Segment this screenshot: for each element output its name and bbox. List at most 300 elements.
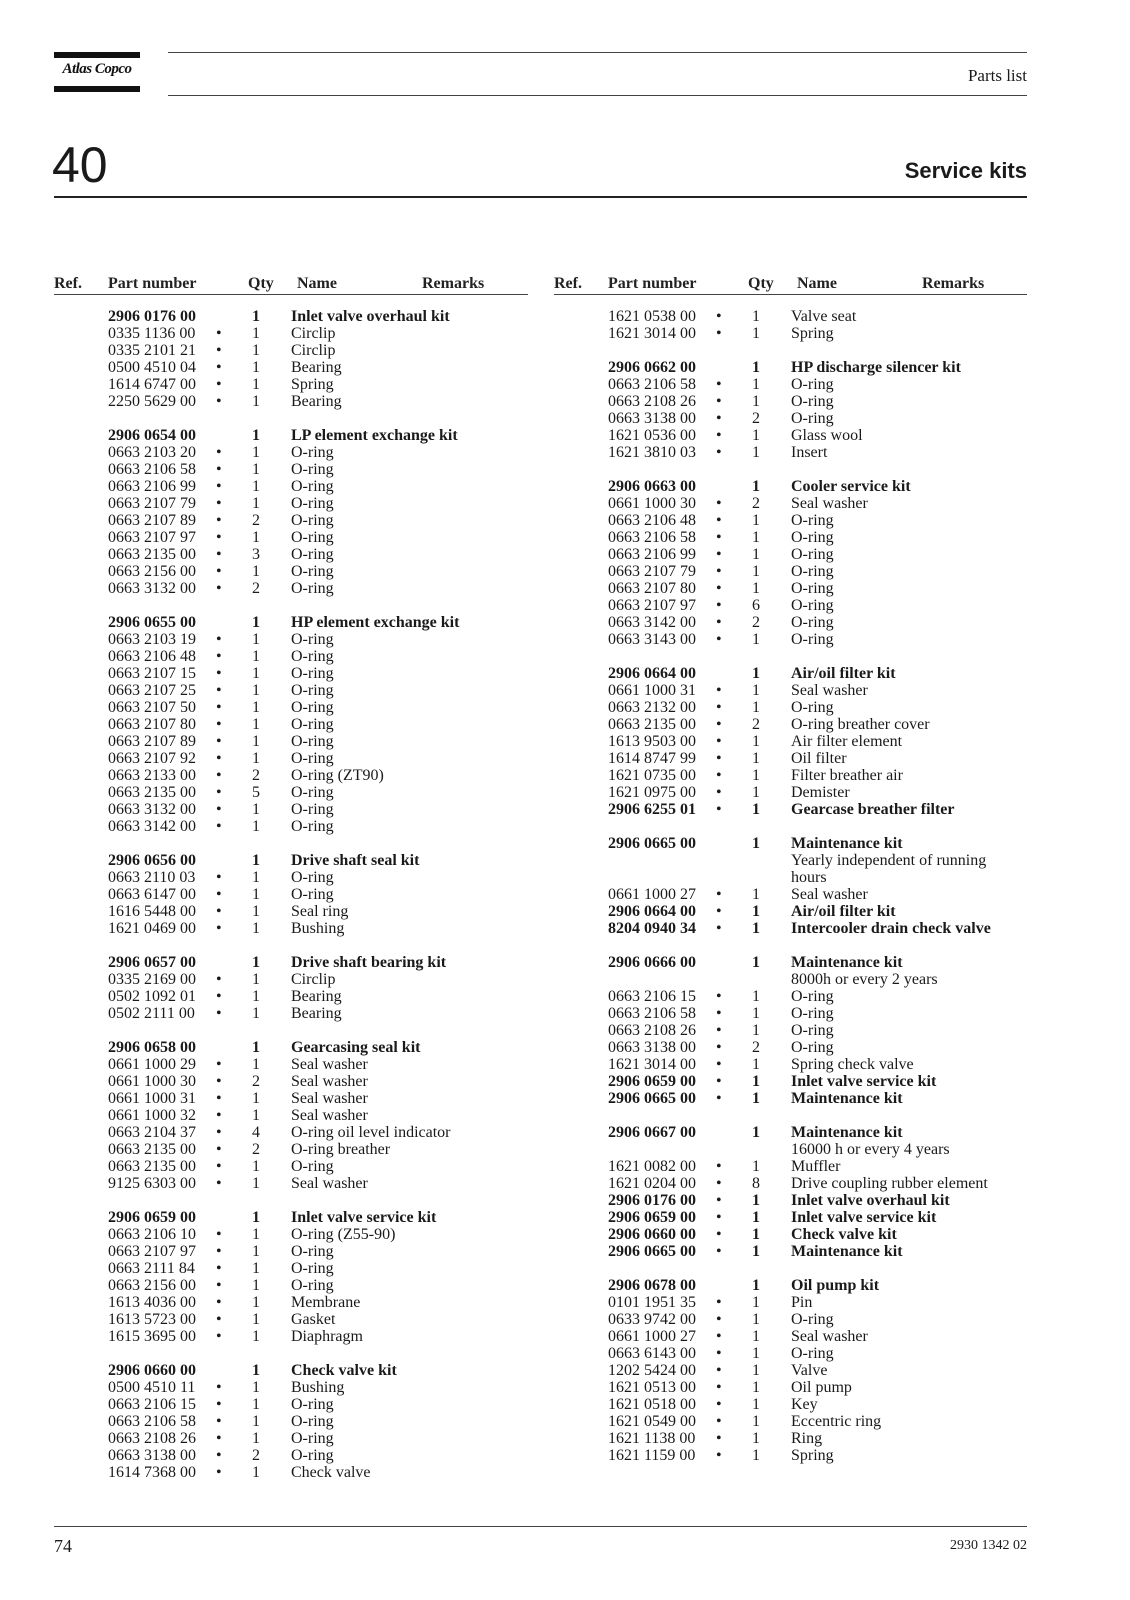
bullet-icon: • bbox=[216, 1294, 222, 1311]
kit-qty: 1 bbox=[252, 1039, 260, 1056]
part-number: 1621 0513 00 bbox=[608, 1379, 696, 1396]
bullet-icon: • bbox=[216, 818, 222, 835]
part-name: Bearing bbox=[291, 988, 342, 1005]
part-row bbox=[554, 1413, 1028, 1430]
kit-qty: 1 bbox=[752, 665, 760, 682]
col-remarks: Remarks bbox=[922, 275, 985, 292]
part-name: O-ring bbox=[291, 1158, 334, 1175]
bullet-icon: • bbox=[216, 733, 222, 750]
part-name: O-ring bbox=[791, 376, 834, 393]
part-name: Air filter element bbox=[791, 733, 903, 750]
part-name: Seal washer bbox=[791, 682, 868, 699]
bullet-icon: • bbox=[216, 342, 222, 359]
part-qty: 1 bbox=[252, 665, 260, 682]
part-number: 0663 2110 03 bbox=[108, 869, 196, 886]
kit-name: Maintenance kit bbox=[791, 954, 903, 971]
part-number: 0663 2156 00 bbox=[108, 1277, 196, 1294]
part-number: 1621 0549 00 bbox=[608, 1413, 696, 1430]
bullet-icon: • bbox=[216, 1260, 222, 1277]
bullet-icon: • bbox=[716, 631, 722, 648]
part-qty: 1 bbox=[252, 1005, 260, 1022]
part-row bbox=[54, 546, 528, 563]
part-name: Intercooler drain check valve bbox=[791, 920, 991, 937]
part-name: O-ring bbox=[791, 1039, 834, 1056]
bullet-icon: • bbox=[716, 699, 722, 716]
part-row bbox=[554, 784, 1028, 801]
bullet-icon: • bbox=[716, 1447, 722, 1464]
part-number: 1621 1138 00 bbox=[608, 1430, 696, 1447]
kit-header-row bbox=[54, 614, 528, 631]
part-row bbox=[54, 1464, 528, 1481]
part-qty: 1 bbox=[752, 1158, 760, 1175]
part-qty: 5 bbox=[252, 784, 260, 801]
part-name: Diaphragm bbox=[291, 1328, 363, 1345]
part-number: 0663 2107 97 bbox=[108, 529, 196, 546]
bullet-icon: • bbox=[216, 1328, 222, 1345]
kit-header-row bbox=[554, 954, 1028, 971]
part-row bbox=[554, 1039, 1028, 1056]
part-number: 0663 2107 79 bbox=[108, 495, 196, 512]
part-name: Circlip bbox=[291, 342, 336, 359]
part-qty: 1 bbox=[752, 784, 760, 801]
part-number: 0661 1000 30 bbox=[108, 1073, 196, 1090]
part-number: 2250 5629 00 bbox=[108, 393, 196, 410]
part-number: 2906 0665 00 bbox=[608, 1243, 696, 1260]
part-qty: 1 bbox=[752, 903, 760, 920]
part-name: O-ring bbox=[791, 1311, 834, 1328]
bullet-icon: • bbox=[216, 767, 222, 784]
part-row bbox=[554, 631, 1028, 648]
part-qty: 1 bbox=[252, 342, 260, 359]
part-qty: 1 bbox=[252, 886, 260, 903]
kit-group bbox=[554, 1277, 1028, 1464]
part-name: Pin bbox=[791, 1294, 813, 1311]
part-number: 0663 2133 00 bbox=[108, 767, 196, 784]
bullet-icon: • bbox=[216, 869, 222, 886]
kit-part-number: 2906 0655 00 bbox=[108, 614, 196, 631]
part-qty: 1 bbox=[752, 1430, 760, 1447]
bullet-icon: • bbox=[216, 359, 222, 376]
kit-note: 16000 h or every 4 years bbox=[791, 1141, 950, 1158]
bullet-icon: • bbox=[716, 1379, 722, 1396]
footer-rule bbox=[54, 1526, 1027, 1527]
bullet-icon: • bbox=[216, 784, 222, 801]
part-name: O-ring bbox=[791, 988, 834, 1005]
part-name: Spring bbox=[791, 325, 834, 342]
part-qty: 1 bbox=[752, 801, 760, 818]
part-name: Ring bbox=[791, 1430, 823, 1447]
part-qty: 1 bbox=[752, 682, 760, 699]
part-row bbox=[54, 733, 528, 750]
part-name: Valve seat bbox=[791, 308, 857, 325]
part-number: 0663 2106 58 bbox=[108, 1413, 196, 1430]
part-number: 1621 1159 00 bbox=[608, 1447, 696, 1464]
part-name: Bearing bbox=[291, 359, 342, 376]
part-qty: 2 bbox=[252, 580, 260, 597]
part-number: 0663 2111 84 bbox=[108, 1260, 195, 1277]
part-row bbox=[54, 716, 528, 733]
part-qty: 1 bbox=[752, 444, 760, 461]
part-row bbox=[554, 1192, 1028, 1209]
bullet-icon: • bbox=[216, 716, 222, 733]
part-row bbox=[54, 393, 528, 410]
part-number: 0663 2103 19 bbox=[108, 631, 196, 648]
part-number: 1621 3810 03 bbox=[608, 444, 696, 461]
kit-group bbox=[54, 614, 528, 835]
part-number: 0663 6147 00 bbox=[108, 886, 196, 903]
logo-text: Atlas Copco bbox=[62, 61, 132, 77]
part-row bbox=[54, 801, 528, 818]
part-number: 1621 0538 00 bbox=[608, 308, 696, 325]
part-qty: 1 bbox=[252, 1158, 260, 1175]
part-qty: 1 bbox=[752, 563, 760, 580]
part-qty: 1 bbox=[752, 1413, 760, 1430]
part-number: 0663 2107 79 bbox=[608, 563, 696, 580]
kit-header-row bbox=[54, 1039, 528, 1056]
part-number: 2906 0659 00 bbox=[608, 1073, 696, 1090]
part-number: 1621 0975 00 bbox=[608, 784, 696, 801]
column-header-right bbox=[554, 275, 1028, 295]
part-row bbox=[54, 1056, 528, 1073]
part-name: Seal washer bbox=[291, 1107, 368, 1124]
part-row bbox=[54, 444, 528, 461]
part-number: 0663 2106 15 bbox=[108, 1396, 196, 1413]
kit-part-number: 2906 0663 00 bbox=[608, 478, 696, 495]
bullet-icon: • bbox=[716, 1209, 722, 1226]
part-qty: 2 bbox=[752, 410, 760, 427]
bullet-icon: • bbox=[216, 563, 222, 580]
part-name: Seal washer bbox=[791, 495, 868, 512]
part-qty: 2 bbox=[752, 614, 760, 631]
part-row bbox=[54, 682, 528, 699]
part-qty: 2 bbox=[752, 1039, 760, 1056]
part-row bbox=[54, 1073, 528, 1090]
part-name: Muffler bbox=[791, 1158, 841, 1175]
part-name: O-ring bbox=[291, 1413, 334, 1430]
part-name: O-ring bbox=[791, 512, 834, 529]
part-row bbox=[54, 903, 528, 920]
part-name: O-ring bbox=[291, 529, 334, 546]
kit-part-number: 2906 0660 00 bbox=[108, 1362, 196, 1379]
part-number: 0663 2107 25 bbox=[108, 682, 196, 699]
part-row bbox=[554, 750, 1028, 767]
bullet-icon: • bbox=[716, 784, 722, 801]
col-name: Name bbox=[297, 275, 337, 292]
kit-name: LP element exchange kit bbox=[291, 427, 458, 444]
part-qty: 1 bbox=[752, 376, 760, 393]
part-row bbox=[554, 1379, 1028, 1396]
part-row bbox=[554, 1396, 1028, 1413]
part-row bbox=[554, 614, 1028, 631]
part-row bbox=[54, 478, 528, 495]
part-number: 0663 2106 48 bbox=[108, 648, 196, 665]
kit-qty: 1 bbox=[252, 614, 260, 631]
part-number: 0663 2106 58 bbox=[608, 1005, 696, 1022]
part-number: 1614 8747 99 bbox=[608, 750, 696, 767]
part-row bbox=[54, 461, 528, 478]
part-name: O-ring bbox=[291, 546, 334, 563]
part-qty: 1 bbox=[252, 325, 260, 342]
part-row bbox=[54, 665, 528, 682]
part-number: 0502 1092 01 bbox=[108, 988, 196, 1005]
part-row bbox=[54, 529, 528, 546]
bullet-icon: • bbox=[216, 886, 222, 903]
part-row bbox=[54, 920, 528, 937]
part-name: O-ring bbox=[291, 869, 334, 886]
part-name: Circlip bbox=[291, 971, 336, 988]
part-qty: 1 bbox=[752, 1056, 760, 1073]
part-name: Seal washer bbox=[291, 1175, 368, 1192]
part-number: 0663 2135 00 bbox=[108, 546, 196, 563]
bullet-icon: • bbox=[216, 1141, 222, 1158]
kit-name: HP element exchange kit bbox=[291, 614, 460, 631]
part-row bbox=[554, 325, 1028, 342]
part-qty: 1 bbox=[752, 1328, 760, 1345]
part-number: 0663 3132 00 bbox=[108, 801, 196, 818]
parts-column-right bbox=[554, 308, 1028, 1481]
bullet-icon: • bbox=[716, 716, 722, 733]
part-qty: 1 bbox=[252, 716, 260, 733]
part-row bbox=[54, 631, 528, 648]
part-row bbox=[54, 971, 528, 988]
kit-qty: 1 bbox=[252, 852, 260, 869]
part-qty: 1 bbox=[752, 1396, 760, 1413]
part-name: O-ring (Z55-90) bbox=[291, 1226, 396, 1243]
part-number: 1614 7368 00 bbox=[108, 1464, 196, 1481]
bullet-icon: • bbox=[716, 512, 722, 529]
part-row bbox=[54, 1277, 528, 1294]
part-row bbox=[54, 512, 528, 529]
kit-part-number: 2906 0659 00 bbox=[108, 1209, 196, 1226]
part-qty: 1 bbox=[252, 818, 260, 835]
part-number: 0500 4510 11 bbox=[108, 1379, 196, 1396]
part-name: O-ring bbox=[291, 512, 334, 529]
part-row bbox=[554, 903, 1028, 920]
kit-header-row bbox=[554, 665, 1028, 682]
kit-header-row bbox=[54, 1209, 528, 1226]
bullet-icon: • bbox=[216, 801, 222, 818]
part-row bbox=[554, 376, 1028, 393]
part-qty: 2 bbox=[252, 1141, 260, 1158]
bullet-icon: • bbox=[716, 801, 722, 818]
bullet-icon: • bbox=[216, 325, 222, 342]
part-number: 0335 2169 00 bbox=[108, 971, 196, 988]
bullet-icon: • bbox=[716, 393, 722, 410]
part-qty: 1 bbox=[252, 869, 260, 886]
part-name: Spring bbox=[291, 376, 334, 393]
part-qty: 1 bbox=[752, 546, 760, 563]
bullet-icon: • bbox=[216, 1056, 222, 1073]
part-name: Bearing bbox=[291, 1005, 342, 1022]
kit-part-number: 2906 0657 00 bbox=[108, 954, 196, 971]
part-row bbox=[54, 1430, 528, 1447]
part-qty: 1 bbox=[252, 750, 260, 767]
part-number: 0663 2156 00 bbox=[108, 563, 196, 580]
part-name: Seal washer bbox=[791, 1328, 868, 1345]
part-number: 0663 3138 00 bbox=[108, 1447, 196, 1464]
part-row bbox=[554, 597, 1028, 614]
part-row bbox=[54, 1124, 528, 1141]
bullet-icon: • bbox=[216, 1107, 222, 1124]
kit-part-number: 2906 0664 00 bbox=[608, 665, 696, 682]
bullet-icon: • bbox=[216, 699, 222, 716]
part-row bbox=[554, 1362, 1028, 1379]
part-qty: 1 bbox=[252, 461, 260, 478]
kit-name: Oil pump kit bbox=[791, 1277, 880, 1294]
part-number: 0661 1000 30 bbox=[608, 495, 696, 512]
kit-note-row bbox=[554, 869, 1028, 886]
kit-name: Cooler service kit bbox=[791, 478, 911, 495]
part-name: O-ring bbox=[291, 750, 334, 767]
part-number: 1621 0536 00 bbox=[608, 427, 696, 444]
bullet-icon: • bbox=[716, 495, 722, 512]
kit-group bbox=[554, 665, 1028, 818]
part-qty: 1 bbox=[752, 1447, 760, 1464]
part-number: 0101 1951 35 bbox=[608, 1294, 696, 1311]
part-number: 0663 2107 92 bbox=[108, 750, 196, 767]
bullet-icon: • bbox=[716, 750, 722, 767]
part-name: Check valve kit bbox=[791, 1226, 897, 1243]
bullet-icon: • bbox=[716, 1039, 722, 1056]
part-number: 1615 3695 00 bbox=[108, 1328, 196, 1345]
kit-group bbox=[54, 852, 528, 937]
part-name: O-ring bbox=[291, 631, 334, 648]
part-qty: 2 bbox=[752, 716, 760, 733]
part-number: 1614 6747 00 bbox=[108, 376, 196, 393]
part-qty: 1 bbox=[252, 920, 260, 937]
part-qty: 1 bbox=[752, 1379, 760, 1396]
part-number: 0663 2107 97 bbox=[108, 1243, 196, 1260]
kit-group bbox=[54, 427, 528, 597]
bullet-icon: • bbox=[716, 1294, 722, 1311]
part-qty: 8 bbox=[752, 1175, 760, 1192]
part-number: 0663 2108 26 bbox=[608, 393, 696, 410]
part-row bbox=[54, 1447, 528, 1464]
part-name: Seal washer bbox=[291, 1090, 368, 1107]
kit-name: Drive shaft seal kit bbox=[291, 852, 420, 869]
kit-note: 8000h or every 2 years bbox=[791, 971, 938, 988]
column-header-left bbox=[54, 275, 528, 295]
bullet-icon: • bbox=[716, 682, 722, 699]
part-name: O-ring bbox=[291, 444, 334, 461]
part-name: O-ring bbox=[291, 1243, 334, 1260]
part-number: 0663 2103 20 bbox=[108, 444, 196, 461]
part-number: 1202 5424 00 bbox=[608, 1362, 696, 1379]
col-ref: Ref. bbox=[554, 275, 582, 292]
part-number: 0661 1000 31 bbox=[608, 682, 696, 699]
kit-note: hours bbox=[791, 869, 827, 886]
bullet-icon: • bbox=[716, 1005, 722, 1022]
part-qty: 1 bbox=[752, 393, 760, 410]
part-row bbox=[554, 546, 1028, 563]
part-row bbox=[554, 801, 1028, 818]
part-row bbox=[554, 1226, 1028, 1243]
chapter-rule bbox=[54, 196, 1027, 198]
part-qty: 1 bbox=[752, 1209, 760, 1226]
part-number: 0663 2132 00 bbox=[608, 699, 696, 716]
part-name: O-ring bbox=[791, 597, 834, 614]
part-row bbox=[554, 1311, 1028, 1328]
kit-qty: 1 bbox=[252, 427, 260, 444]
part-qty: 2 bbox=[252, 767, 260, 784]
part-number: 0663 2135 00 bbox=[108, 1141, 196, 1158]
kit-header-row bbox=[554, 1124, 1028, 1141]
part-number: 0663 2135 00 bbox=[108, 1158, 196, 1175]
parts-column-left bbox=[54, 308, 528, 1498]
part-row bbox=[554, 393, 1028, 410]
bullet-icon: • bbox=[216, 750, 222, 767]
bullet-icon: • bbox=[716, 1362, 722, 1379]
part-qty: 1 bbox=[752, 988, 760, 1005]
part-row bbox=[54, 1158, 528, 1175]
part-row bbox=[54, 1328, 528, 1345]
part-qty: 1 bbox=[752, 920, 760, 937]
bullet-icon: • bbox=[216, 1005, 222, 1022]
part-row bbox=[554, 1209, 1028, 1226]
part-name: O-ring bbox=[291, 682, 334, 699]
kit-qty: 1 bbox=[752, 835, 760, 852]
part-row bbox=[554, 767, 1028, 784]
chapter-number: 40 bbox=[52, 137, 108, 193]
part-name: O-ring bbox=[291, 478, 334, 495]
part-name: Key bbox=[791, 1396, 818, 1413]
part-number: 0335 2101 21 bbox=[108, 342, 196, 359]
part-qty: 1 bbox=[252, 1107, 260, 1124]
part-name: Oil pump bbox=[791, 1379, 852, 1396]
part-row bbox=[554, 410, 1028, 427]
part-row bbox=[54, 988, 528, 1005]
part-qty: 1 bbox=[252, 1464, 260, 1481]
part-number: 0633 9742 00 bbox=[608, 1311, 696, 1328]
part-row bbox=[554, 1073, 1028, 1090]
part-number: 1621 0518 00 bbox=[608, 1396, 696, 1413]
bullet-icon: • bbox=[716, 1192, 722, 1209]
part-qty: 4 bbox=[252, 1124, 260, 1141]
part-row bbox=[554, 1294, 1028, 1311]
part-row bbox=[554, 580, 1028, 597]
part-qty: 1 bbox=[252, 1413, 260, 1430]
bullet-icon: • bbox=[716, 376, 722, 393]
bullet-icon: • bbox=[716, 988, 722, 1005]
logo-bar-bottom bbox=[54, 86, 140, 92]
bullet-icon: • bbox=[216, 1073, 222, 1090]
part-qty: 1 bbox=[252, 903, 260, 920]
part-name: O-ring bbox=[791, 1345, 834, 1362]
part-qty: 1 bbox=[752, 1073, 760, 1090]
col-name: Name bbox=[797, 275, 837, 292]
part-number: 0663 6143 00 bbox=[608, 1345, 696, 1362]
part-number: 0663 3142 00 bbox=[608, 614, 696, 631]
part-number: 0661 1000 27 bbox=[608, 886, 696, 903]
part-number: 2906 0665 00 bbox=[608, 1090, 696, 1107]
kit-group bbox=[54, 308, 528, 410]
part-name: Bearing bbox=[291, 393, 342, 410]
kit-part-number: 2906 0678 00 bbox=[608, 1277, 696, 1294]
part-qty: 6 bbox=[752, 597, 760, 614]
bullet-icon: • bbox=[216, 546, 222, 563]
bullet-icon: • bbox=[216, 988, 222, 1005]
kit-group bbox=[554, 308, 1028, 342]
part-number: 0663 2106 99 bbox=[108, 478, 196, 495]
part-row bbox=[554, 1243, 1028, 1260]
part-number: 0663 2106 99 bbox=[608, 546, 696, 563]
part-qty: 2 bbox=[252, 512, 260, 529]
part-number: 0663 3132 00 bbox=[108, 580, 196, 597]
bullet-icon: • bbox=[216, 1379, 222, 1396]
part-number: 0661 1000 32 bbox=[108, 1107, 196, 1124]
kit-part-number: 2906 0658 00 bbox=[108, 1039, 196, 1056]
part-qty: 1 bbox=[252, 988, 260, 1005]
